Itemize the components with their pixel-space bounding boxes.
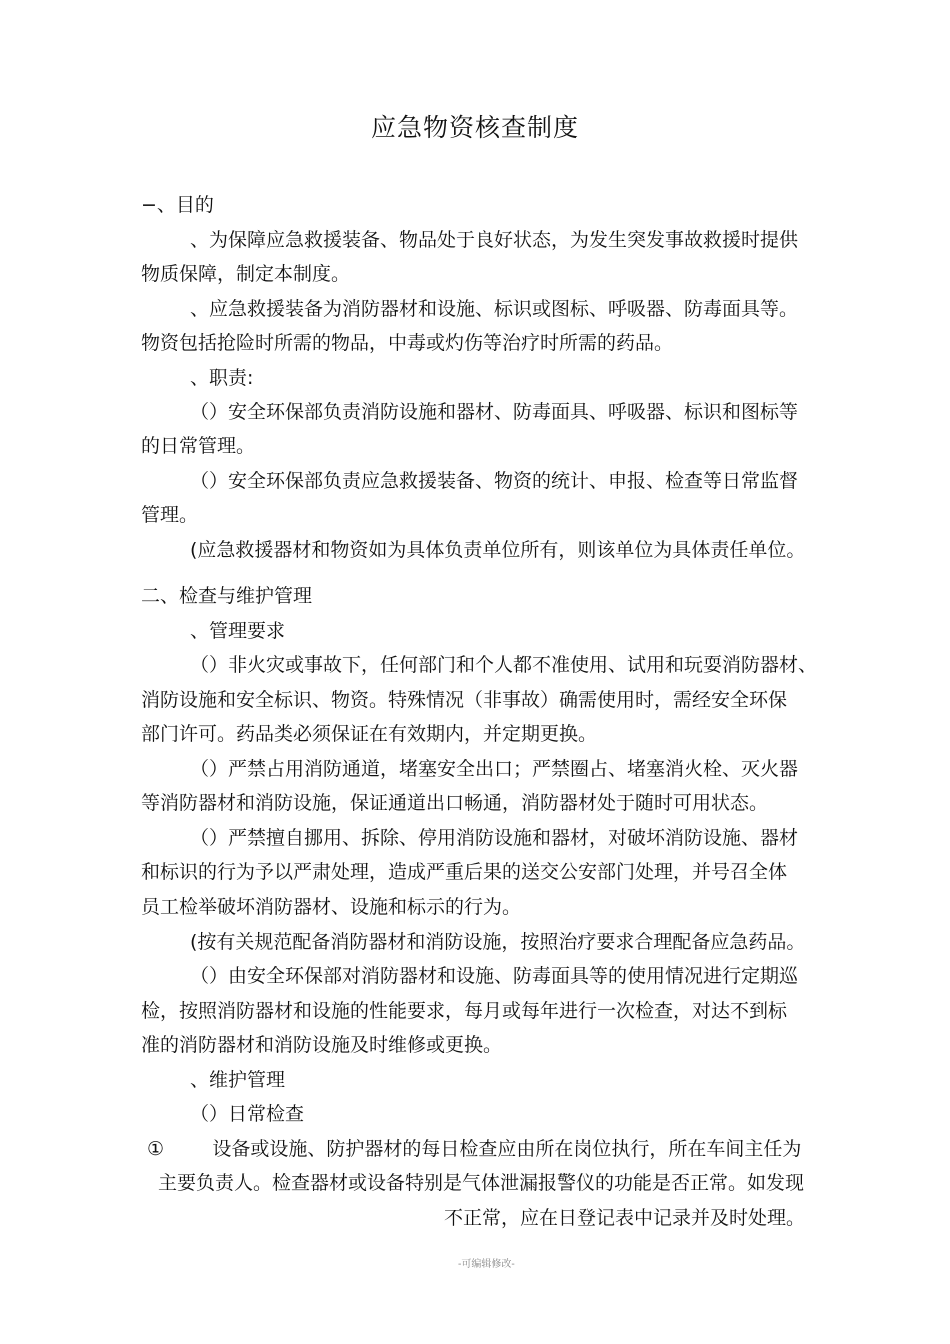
paragraph-line: 消防设施和安全标识、物资。特殊情况（非事故）确需使用时，需经安全环保 [141, 689, 788, 711]
paragraph-line: (按有关规范配备消防器材和消防设施，按照治疗要求合理配备应急药品。 [190, 931, 806, 953]
paragraph-line: 部门许可。药品类必须保证在有效期内，并定期更换。 [141, 723, 598, 745]
paragraph-line: 物资包括抢险时所需的物品，中毒或灼伤等治疗时所需的药品。 [141, 332, 674, 354]
paragraph-line: 和标识的行为予以严肃处理，造成严重后果的送交公安部门处理，并号召全体 [141, 861, 788, 883]
paragraph-line: （）安全环保部负责应急救援装备、物资的统计、申报、检查等日常监督 [190, 470, 799, 492]
paragraph-line: 、职责: [190, 367, 254, 389]
paragraph-line: （）严禁擅自挪用、拆除、停用消防设施和器材，对破坏消防设施、器材 [190, 827, 799, 849]
paragraph-line: ① 设备或设施、防护器材的每日检查应由所在岗位执行，所在车间主任为 [147, 1138, 802, 1160]
paragraph-line: 、应急救援装备为消防器材和设施、标识或图标、呼吸器、防毒面具等。 [190, 298, 799, 320]
paragraph-line: 员工检举破坏消防器材、设施和标示的行为。 [141, 896, 522, 918]
paragraph-line: 、为保障应急救援装备、物品处于良好状态，为发生突发事故救援时提供 [190, 229, 799, 251]
paragraph-line: （）日常检查 [190, 1103, 305, 1125]
footer-note: -可编辑修改- [458, 1259, 515, 1270]
paragraph-line: 物质保障，制定本制度。 [141, 263, 351, 285]
paragraph-line: 不正常，应在日登记表中记录并及时处理。 [444, 1207, 806, 1229]
paragraph-line: （）安全环保部负责消防设施和器材、防毒面具、呼吸器、标识和图标等 [190, 401, 799, 423]
paragraph-line: 的日常管理。 [141, 435, 256, 457]
paragraph-line: （）由安全环保部对消防器材和设施、防毒面具等的使用情况进行定期巡 [190, 965, 799, 987]
paragraph-line: 管理。 [141, 504, 199, 526]
paragraph-line: 准的消防器材和消防设施及时维修或更换。 [141, 1034, 503, 1056]
document-title: 应急物资核查制度 [370, 113, 579, 142]
paragraph-line: 等消防器材和消防设施，保证通道出口畅通，消防器材处于随时可用状态。 [141, 792, 769, 814]
paragraph-line: 、维护管理 [190, 1069, 286, 1091]
section-heading: −、目的 [141, 194, 214, 216]
section-heading: 二、检查与维护管理 [141, 585, 313, 607]
paragraph-line: (应急救援器材和物资如为具体负责单位所有，则该单位为具体责任单位。 [190, 539, 806, 561]
paragraph-line: （）严禁占用消防通道，堵塞安全出口；严禁圈占、堵塞消火栓、灭火器 [190, 758, 799, 780]
paragraph-line: 主要负责人。检查器材或设备特别是气体泄漏报警仪的功能是否正常。如发现 [158, 1172, 805, 1194]
paragraph-line: 检，按照消防器材和设施的性能要求，每月或每年进行一次检查，对达不到标 [141, 1000, 788, 1022]
paragraph-line: 、管理要求 [190, 620, 286, 642]
paragraph-line: （）非火灾或事故下，任何部门和个人都不准使用、试用和玩耍消防器材、 [190, 654, 818, 676]
